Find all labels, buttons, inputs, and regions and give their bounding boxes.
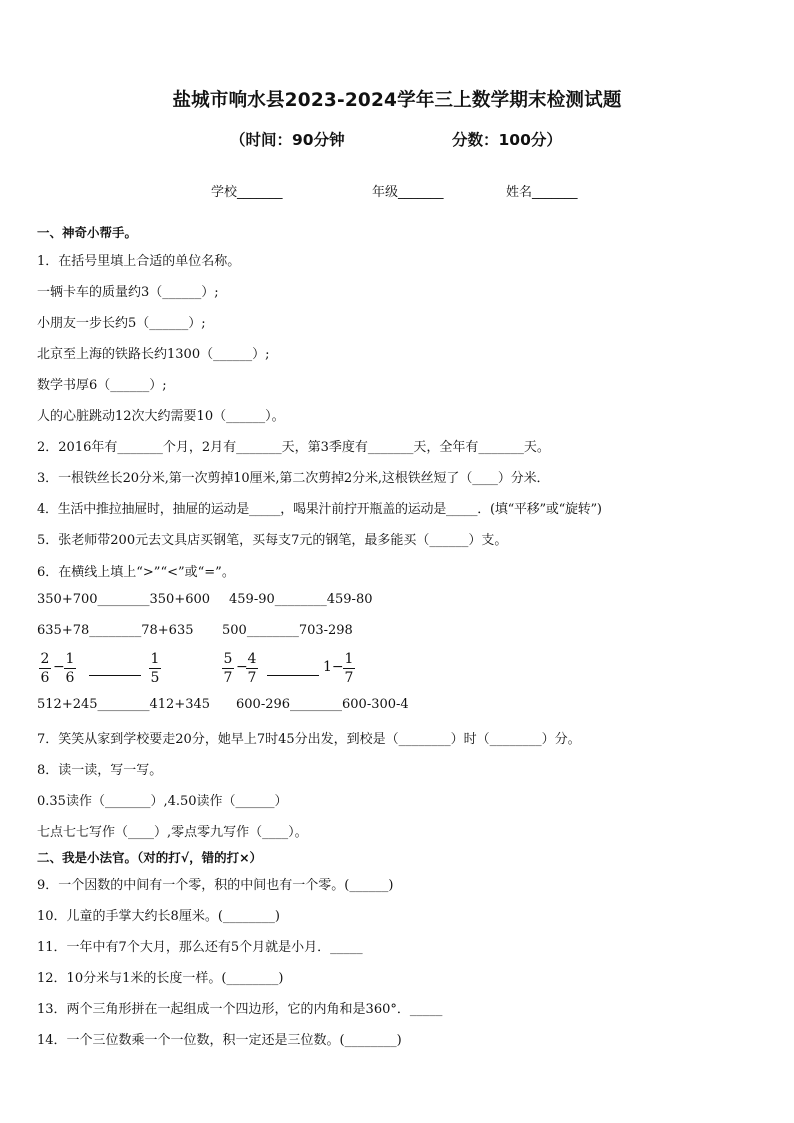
compare-item: 512+245________412+345 xyxy=(37,697,211,712)
fraction: 1 7 xyxy=(344,651,354,686)
fraction: 2 6 xyxy=(40,651,50,686)
exam-score: 分数：100分） xyxy=(452,131,562,149)
school-field[interactable]: 学校_______ xyxy=(211,185,283,200)
compare-item: 635+78________78+635 xyxy=(37,623,194,638)
question-1-item: 人的心脏跳动12次大约需要10（______）。 xyxy=(37,409,285,424)
question-1-item: 北京至上海的铁路长约1300（______）; xyxy=(37,347,270,362)
question-13: 13．两个三角形拼在一起组成一个四边形，它的内角和是360°．_____ xyxy=(37,1002,443,1017)
question-3: 3．一根铁丝长20分米,第一次剪掉10厘米,第二次剪掉2分米,这根铁丝短了（____）分米． xyxy=(37,471,550,486)
answer-blank[interactable] xyxy=(89,675,141,676)
minus-sign: − xyxy=(236,659,248,675)
question-1-item: 一辆卡车的质量约3（______）; xyxy=(37,285,219,300)
question-11: 11．一年中有7个大月，那么还有5个月就是小月．_____ xyxy=(37,940,363,955)
question-6: 6．在横线上填上“>”“<”或“=”。 xyxy=(37,565,235,580)
exam-time: （时间：90分钟 xyxy=(230,131,345,149)
question-12: 12．10分米与1米的长度一样。(________) xyxy=(37,971,284,986)
question-4: 4．生活中推拉抽屉时，抽屉的运动是_____，喝果汁前拧开瓶盖的运动是_____．(填“平移”或“旋转”) xyxy=(37,502,602,517)
question-5: 5．张老师带200元去文具店买钢笔，买每支7元的钢笔，最多能买（______）支。 xyxy=(37,533,508,548)
minus-sign: − xyxy=(53,659,65,675)
question-8-read: 0.35读作（_______）,4.50读作（______） xyxy=(37,794,288,809)
fraction: 4 7 xyxy=(247,651,257,686)
fraction: 1 5 xyxy=(150,651,160,686)
answer-blank[interactable] xyxy=(267,675,319,676)
fraction: 5 7 xyxy=(223,651,233,686)
question-1: 1．在括号里填上合适的单位名称。 xyxy=(37,254,241,269)
question-2: 2．2016年有_______个月，2月有_______天，第3季度有_______天，全年有_______天。 xyxy=(37,440,550,455)
question-7: 7．笑笑从家到学校要走20分，她早上7时45分出发，到校是（________）时（________）分。 xyxy=(37,732,581,747)
question-8-write: 七点七七写作（____）,零点零九写作（____）。 xyxy=(37,825,308,840)
name-field[interactable]: 姓名_______ xyxy=(506,185,578,200)
question-8: 8．读一读，写一写。 xyxy=(37,763,163,778)
whole-number: 1− xyxy=(323,659,344,675)
question-1-item: 小朋友一步长约5（______）; xyxy=(37,316,206,331)
grade-field[interactable]: 年级_______ xyxy=(372,185,444,200)
question-14: 14．一个三位数乘一个一位数，积一定还是三位数。(________) xyxy=(37,1033,402,1048)
compare-item: 600-296________600-300-4 xyxy=(236,697,409,712)
question-9: 9．一个因数的中间有一个零，积的中间也有一个零。(______) xyxy=(37,878,394,893)
compare-item: 350+700________350+600 xyxy=(37,592,211,607)
section-heading-1: 一、神奇小帮手。 xyxy=(37,225,138,240)
question-10: 10．儿童的手掌大约长8厘米。(________) xyxy=(37,909,280,924)
compare-item: 459-90________459-80 xyxy=(229,592,373,607)
fraction: 1 6 xyxy=(65,651,75,686)
page-title: 盐城市响水县2023-2024学年三上数学期末检测试题 xyxy=(172,90,622,111)
compare-item: 500________703-298 xyxy=(222,623,353,638)
question-1-item: 数学书厚6（______）; xyxy=(37,378,167,393)
section-heading-2: 二、我是小法官。（对的打√，错的打×） xyxy=(37,850,263,865)
